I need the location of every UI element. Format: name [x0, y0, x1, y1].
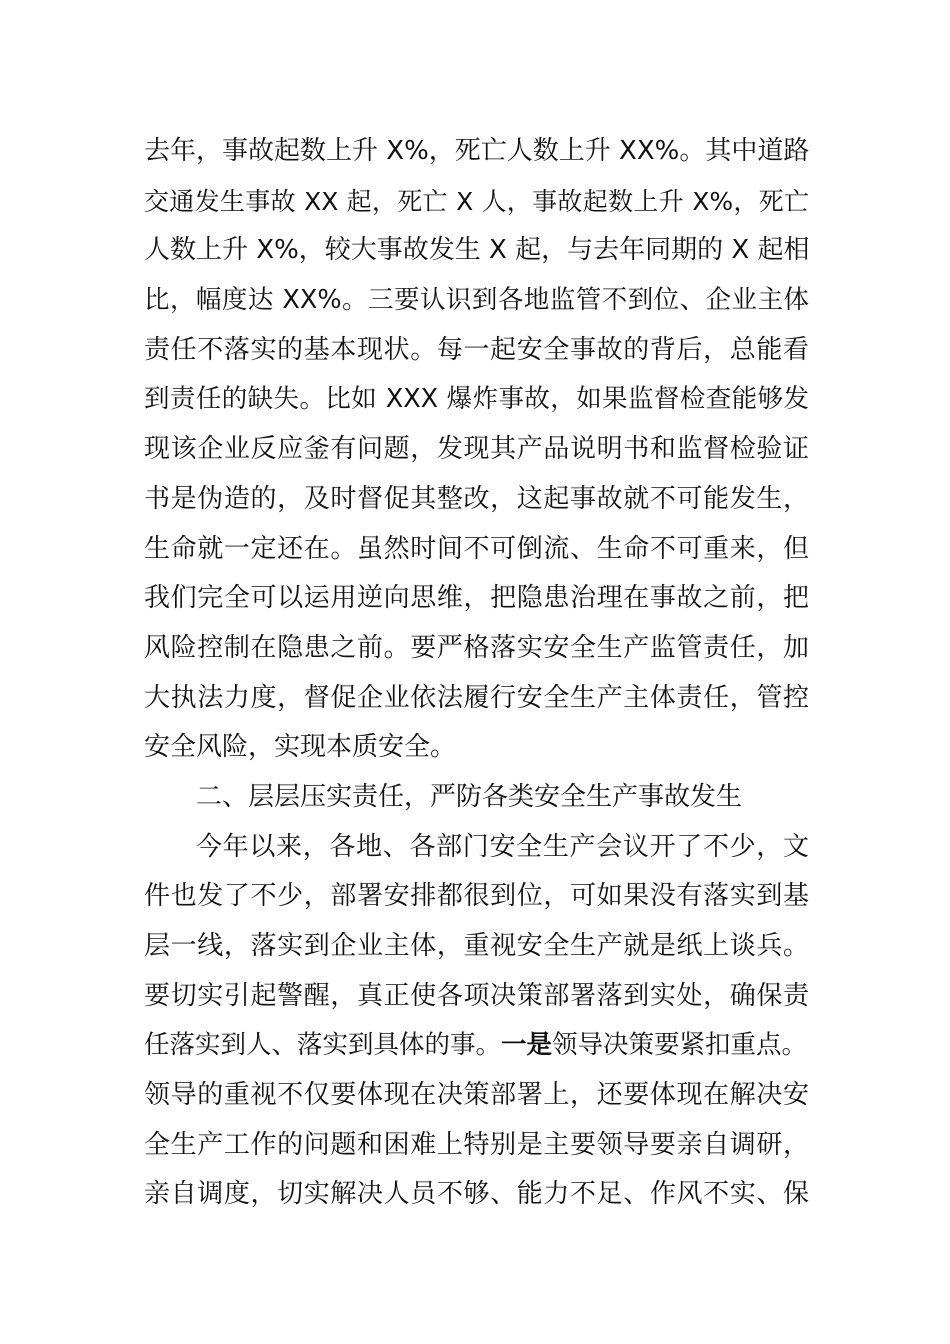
body-line: 生命就一定还在。虽然时间不可倒流、生命不可重来，但	[144, 533, 809, 564]
body-line: 现该企业反应釜有问题，发现其产品说明书和监督检验证	[144, 434, 809, 465]
body-line: 层一线，落实到企业主体，重视安全生产就是纸上谈兵。	[144, 931, 809, 961]
body-line: 交通发生事故 XX 起，死亡 X 人，事故起数上升 X%，死亡	[144, 186, 809, 216]
body-line: 去年，事故起数上升 X%，死亡人数上升 XX%。其中道路	[144, 136, 810, 166]
body-line: 书是伪造的，及时督促其整改，这起事故就不可能发生，	[144, 483, 809, 514]
body-line-prefix: 任落实到人、落实到具体的事。	[144, 1030, 502, 1061]
body-line: 件也发了不少，部署安排都很到位，可如果没有落实到基	[144, 881, 809, 912]
body-line-mixed	[144, 1021, 809, 1071]
body-line: 要切实引起警醒，真正使各项决策部署落到实处，确保责	[144, 980, 809, 1011]
body-line: 安全风险，实现本质安全。	[144, 732, 457, 763]
body-line: 人数上升 X%，较大事故发生 X 起，与去年同期的 X 起相	[144, 235, 810, 266]
section-heading: 二、层层压实责任，严防各类安全生产事故发生	[196, 781, 743, 812]
body-line: 比，幅度达 XX%。三要认识到各地监管不到位、企业主体	[144, 285, 809, 316]
body-line: 我们完全可以运用逆向思维，把隐患治理在事故之前，把	[144, 583, 809, 614]
body-line: 今年以来，各地、各部门安全生产会议开了不少，文	[196, 831, 809, 862]
body-line: 风险控制在隐患之前。要严格落实安全生产监管责任，加	[144, 632, 809, 663]
body-line: 亲自调度，切实解决人员不够、能力不足、作风不实、保	[144, 1179, 809, 1210]
body-line-suffix: 领导决策要紧扣重点。	[552, 1030, 808, 1061]
body-line: 全生产工作的问题和困难上特别是主要领导要亲自调研，	[144, 1129, 809, 1160]
body-line: 领导的重视不仅要体现在决策部署上，还要体现在解决安	[144, 1080, 809, 1111]
body-line: 大执法力度，督促企业依法履行安全生产主体责任，管控	[144, 682, 809, 713]
body-line: 责任不落实的基本现状。每一起安全事故的背后，总能看	[144, 334, 809, 365]
body-line: 到责任的缺失。比如 XXX 爆炸事故，如果监督检查能够发	[144, 384, 809, 415]
emphasis-first-point: 一是	[501, 1030, 553, 1061]
document-body	[144, 127, 809, 1220]
